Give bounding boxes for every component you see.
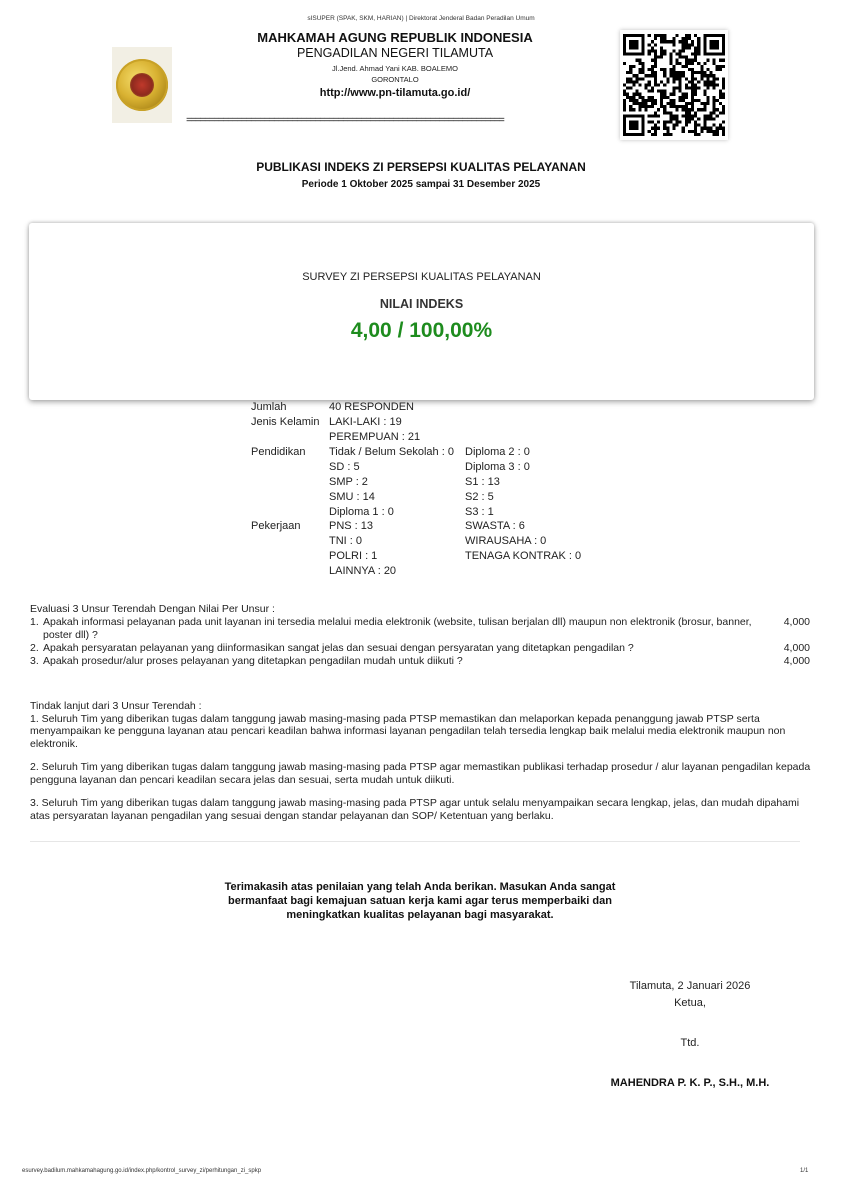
thank-you-line: meningkatkan kualitas pelayanan bagi masyarakat. — [286, 909, 554, 921]
thank-you-message — [180, 880, 660, 922]
education-label: Pendidikan — [251, 446, 306, 458]
job-item: TENAGA KONTRAK : 0 — [465, 550, 582, 562]
court-address: Jl.Jend. Ahmad Yani KAB. BOALEMO — [331, 64, 459, 73]
job-item: POLRI : 1 — [329, 550, 378, 562]
evaluation-heading: Evaluasi 3 Unsur Terendah Dengan Nilai Per Unsur : — [30, 603, 275, 615]
evaluation-item — [30, 616, 810, 642]
thank-you-line: Terimakasih atas penilaian yang telah Anda berikan. Masukan Anda sangat — [224, 881, 616, 893]
period: Periode 1 Oktober 2025 sampai 31 Desember 2025 — [301, 179, 541, 190]
job-item: TNI : 0 — [329, 535, 363, 547]
index-card — [29, 223, 814, 400]
education-item: Diploma 2 : 0 — [465, 446, 530, 458]
follow-up-item: 3. Seluruh Tim yang diberikan tugas dalam tanggung jawab masing-masing pada PTSP agar untuk selalu menyampaikan secara lengkap, jelas, dan mudah dipahami atas persyaratan layanan pengadilan yang sesuai dengan standar pelayanan dan SOP/ Ketentuan yang berlaku. — [30, 797, 800, 822]
top-note: sISUPER (SPAK, SKM, HARIAN) | Direktorat Jenderal Badan Peradilan Umum — [307, 15, 535, 22]
qr-code — [620, 30, 728, 140]
follow-up-section — [30, 700, 812, 833]
signature-name: MAHENDRA P. K. P., S.H., M.H. — [610, 1077, 770, 1089]
education-item: SMP : 2 — [329, 476, 368, 488]
qr-code-icon — [623, 33, 725, 137]
court-name: PENGADILAN NEGERI TILAMUTA — [296, 46, 494, 60]
evaluation-question: Apakah persyaratan pelayanan yang diinformasikan sangat jelas dan sesuai dengan persyaratan yang ditetapkan pengadilan ? — [43, 642, 634, 654]
institution-name: MAHKAMAH AGUNG REPUBLIK INDONESIA — [257, 30, 533, 45]
index-value: 4,00 / 100,00% — [350, 319, 493, 342]
gender-female: PEREMPUAN : 21 — [329, 431, 421, 443]
court-logo — [112, 47, 172, 123]
education-item: Tidak / Belum Sekolah : 0 — [329, 446, 454, 458]
education-item: S1 : 13 — [465, 476, 500, 488]
index-label: NILAI INDEKS — [379, 297, 464, 311]
evaluation-score: 4,000 — [783, 642, 810, 654]
divider — [30, 841, 800, 842]
thank-you-line: bermanfaat bagi kemajuan satuan kerja kami agar terus memperbaiki dan — [228, 895, 612, 907]
job-item: SWASTA : 6 — [465, 520, 525, 532]
job-item: LAINNYA : 20 — [329, 565, 397, 577]
evaluation-question: Apakah informasi pelayanan pada unit layanan ini tersedia melalui media elektronik (website, tulisan berjalan dll) maupun non elektronik (brosur, banner, poster dll) ? — [43, 616, 752, 641]
education-item: S3 : 1 — [465, 506, 494, 518]
evaluation-question: Apakah prosedur/alur proses pelayanan yang ditetapkan pengadilan mudah untuk diikuti ? — [43, 655, 463, 667]
follow-up-item: 1. Seluruh Tim yang diberikan tugas dalam tanggung jawab masing-masing pada PTSP memastikan dan melaporkan kepada penanggung jawab PTSP serta menyampaikan ke pengguna layanan atau pencari keadilan bahwa informasi layanan pengadilan telah tersedia lengkap baik melalui media elektronik maupun non elektronik. — [30, 712, 786, 750]
evaluation-number: 1. — [30, 616, 39, 628]
evaluation-item — [30, 642, 810, 655]
education-item: SD : 5 — [329, 461, 360, 473]
header-separator: ===================================================================== — [186, 116, 504, 127]
education-item: S2 : 5 — [465, 491, 494, 503]
gender-male: LAKI-LAKI : 19 — [329, 416, 402, 428]
jumlah-label: Jumlah — [251, 401, 287, 413]
follow-up-heading: Tindak lanjut dari 3 Unsur Terendah : — [30, 700, 202, 712]
evaluation-number: 3. — [30, 655, 39, 667]
signature-ttd: Ttd. — [680, 1037, 700, 1049]
footer-url: esurvey.badilum.mahkamahagung.go.id/index.php/kontrol_survey_zi/perhitungan_zi_spkp — [22, 1168, 262, 1174]
education-item: Diploma 1 : 0 — [329, 506, 394, 518]
page-title: PUBLIKASI INDEKS ZI PERSEPSI KUALITAS PELAYANAN — [256, 160, 586, 174]
evaluation-item — [30, 655, 810, 668]
job-item: WIRAUSAHA : 0 — [465, 535, 547, 547]
job-item: PNS : 13 — [329, 520, 374, 532]
emblem-icon — [116, 59, 168, 111]
job-label: Pekerjaan — [251, 520, 301, 532]
follow-up-item: 2. Seluruh Tim yang diberikan tugas dalam tanggung jawab masing-masing pada PTSP agar memastikan publikasi terhadap prosedur / alur layanan pengadilan kepada pengguna layanan dan pencari keadilan secara jelas dan sesuai, serta mudah untuk diikuti. — [30, 761, 811, 786]
gender-label: Jenis Kelamin — [251, 416, 320, 428]
education-item: Diploma 3 : 0 — [465, 461, 530, 473]
court-province: GORONTALO — [371, 75, 419, 84]
footer-page-number: 1/1 — [800, 1168, 809, 1174]
survey-name: SURVEY ZI PERSEPSI KUALITAS PELAYANAN — [302, 271, 541, 283]
jumlah-value: 40 RESPONDEN — [329, 401, 414, 413]
evaluation-score: 4,000 — [783, 616, 810, 628]
education-item: SMU : 14 — [329, 491, 375, 503]
evaluation-score: 4,000 — [783, 655, 810, 667]
evaluation-section — [30, 603, 810, 668]
court-website-link[interactable]: http://www.pn-tilamuta.go.id/ — [319, 87, 471, 99]
signature-place-date: Tilamuta, 2 Januari 2026 — [629, 980, 751, 992]
signature-role: Ketua, — [674, 997, 706, 1009]
evaluation-number: 2. — [30, 642, 39, 654]
